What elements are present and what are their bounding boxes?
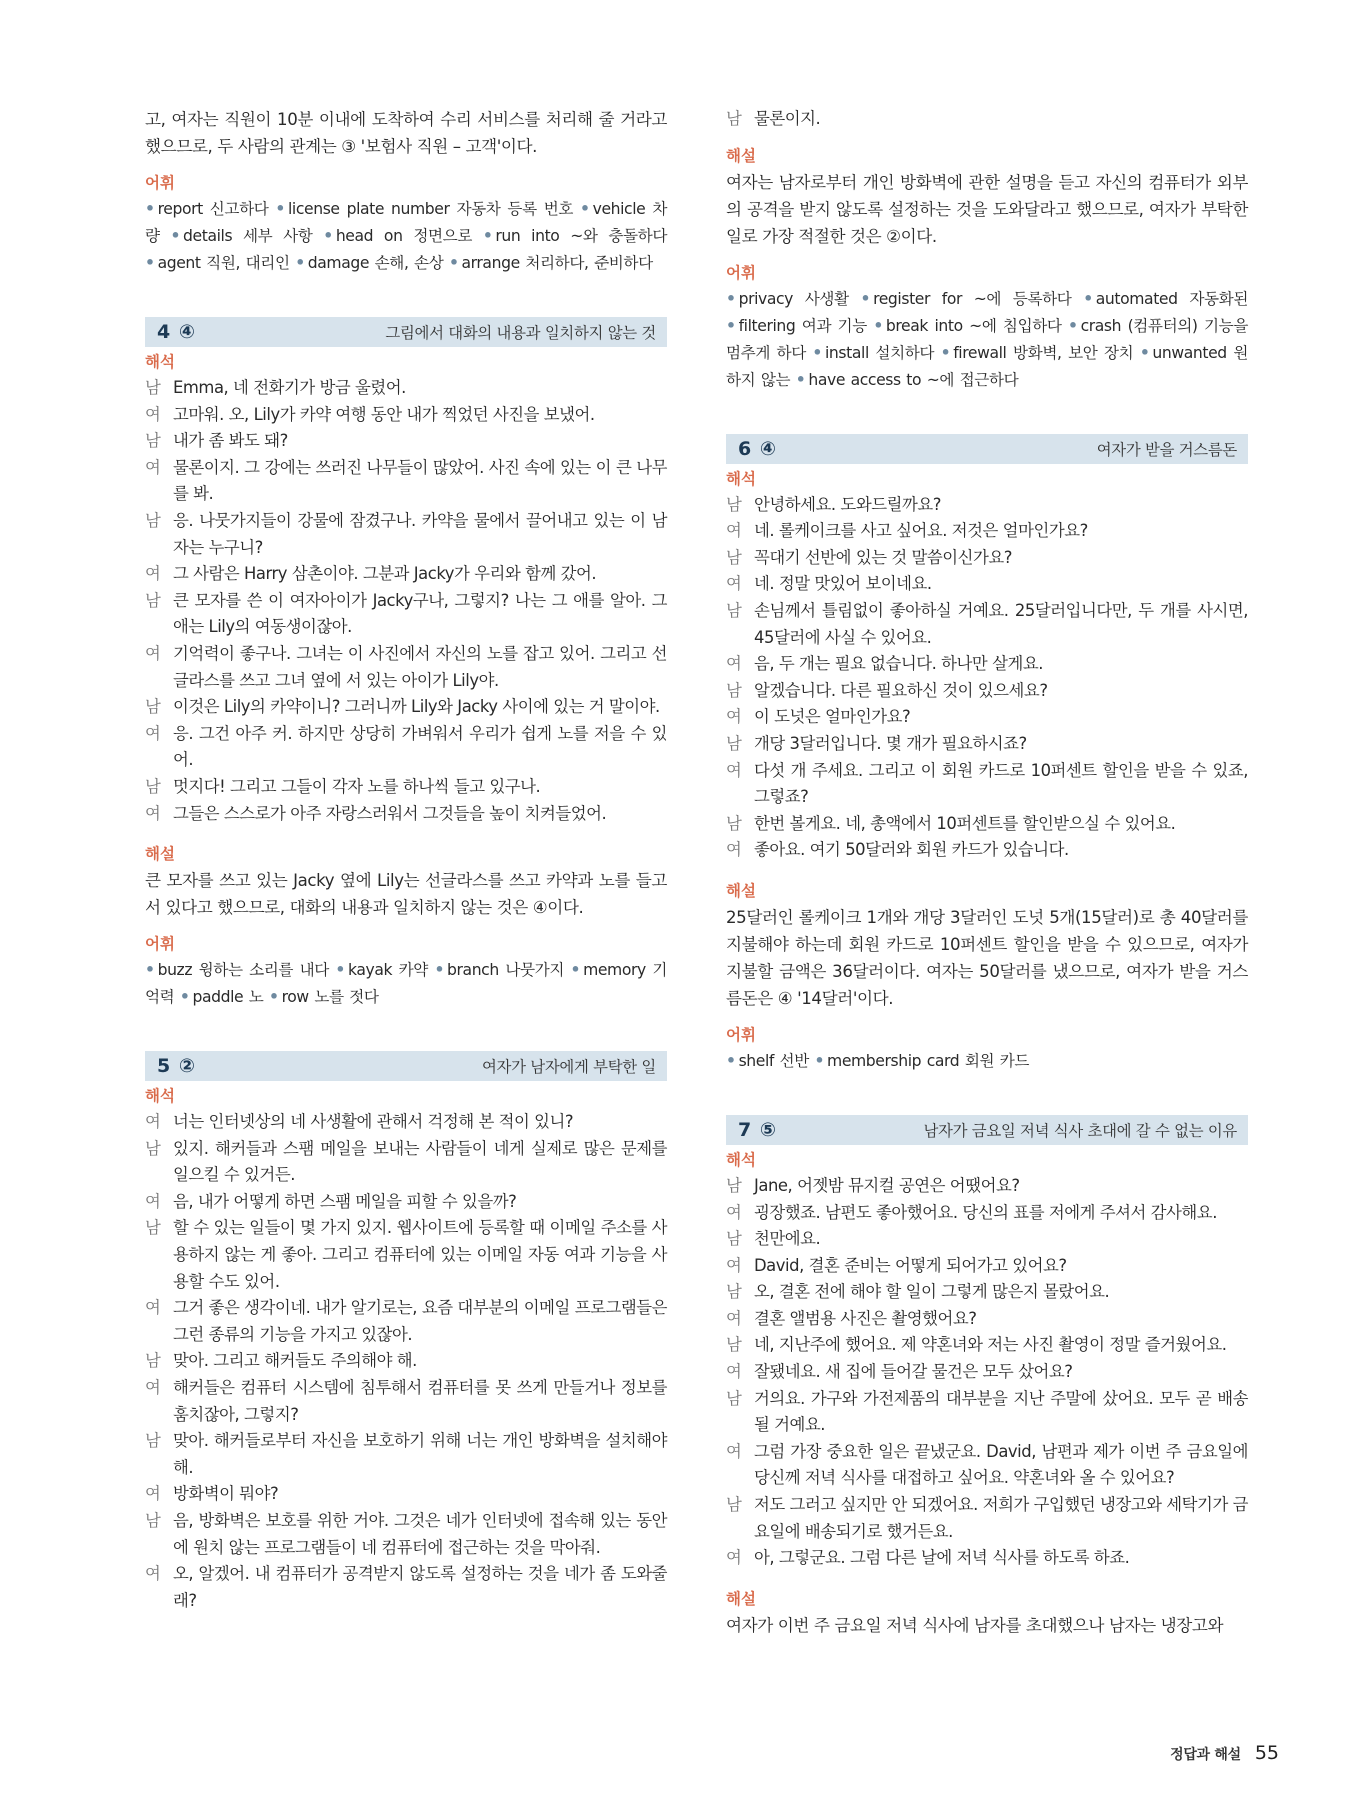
dialogue-text: 방화벽이 뭐야? [173, 1484, 279, 1504]
vocab-item [726, 1052, 809, 1070]
bullet-icon: • [335, 961, 345, 980]
bullet-icon: • [814, 1051, 825, 1070]
speaker-label: 남 [726, 680, 742, 700]
dialogue-text: 거의요. 가구와 가전제품의 대부분을 지난 주말에 샀어요. 모두 곧 배송될 거예요. [754, 1388, 1248, 1435]
dialogue-text: 꼭대기 선반에 있는 것 말씀이신가요? [754, 547, 1013, 567]
dialogue-line [145, 1481, 667, 1508]
dialogue-text: 맞아. 그리고 해커들도 주의해야 해. [173, 1351, 417, 1371]
dialogue-text: 그들은 스스로가 아주 자랑스러워서 그것들을 높이 치켜들었어. [173, 803, 607, 823]
explanation-label: 해설 [726, 881, 756, 900]
speaker-label: 여 [726, 1202, 742, 1222]
speaker-label: 여 [145, 1484, 161, 1504]
dialogue-line [145, 1375, 667, 1428]
translation-label: 해석 [145, 1087, 175, 1106]
question-header-5 [145, 1051, 667, 1081]
vocab-text: install 설치하다 [825, 343, 935, 362]
dialogue-line [726, 758, 1248, 811]
vocab-list [145, 957, 667, 1011]
vocab-text: paddle 노 [192, 988, 264, 1007]
bullet-icon: • [1139, 343, 1150, 362]
dialogue-line [726, 1386, 1248, 1439]
dialogue-text: 네, 지난주에 했어요. 제 약혼녀와 저는 사진 촬영이 정말 즐거웠어요. [754, 1335, 1227, 1355]
dialogue-text: 음, 두 개는 필요 없습니다. 하나만 살게요. [754, 654, 1043, 674]
explanation-text: 25달러인 롤케이크 1개와 개당 3달러인 도넛 5개(15달러)로 총 40달러를 지불해야 하는데 회원 카드로 10퍼센트 할인을 받을 수 있으므로, 여자가 지불할 금액은 36달러이다. 여자는 50달러를 냈으므로, 여자가 받을 거스름돈은 ④ '14달러'이다. [726, 907, 1248, 1008]
speaker-label: 여 [726, 1308, 742, 1328]
vocab-text: crash (컴퓨터의) 기능을 멈추게 하다 [726, 316, 1249, 362]
dialogue-line [145, 694, 667, 721]
vocab-text: buzz 윙하는 소리를 내다 [157, 961, 329, 980]
dialogue-text: Emma, 네 전화기가 방금 울렸어. [173, 378, 406, 397]
vocab-text: have access to ~에 접근하다 [808, 370, 1019, 389]
speaker-label: 여 [145, 723, 161, 743]
vocab-item [145, 961, 329, 979]
question-title: 여자가 남자에게 부탁한 일 [481, 1058, 656, 1077]
bullet-icon: • [482, 227, 493, 245]
bullet-icon: • [726, 289, 736, 308]
speaker-label: 남 [726, 109, 742, 128]
bullet-icon: • [275, 200, 285, 218]
vocab-label: 어휘 [145, 174, 175, 192]
bullet-icon: • [323, 227, 333, 245]
translation-label: 해석 [145, 353, 175, 371]
dialogue [145, 375, 667, 827]
dialogue-text: 음, 방화벽은 보호를 위한 거야. 그것은 네가 인터넷에 접속해 있는 동안에 원치 않는 프로그램들이 네 컴퓨터에 접근하는 것을 막아줘. [173, 1511, 667, 1557]
dialogue-text: 저도 그러고 싶지만 안 되겠어요. 저희가 구입했던 냉장고와 세탁기가 금요일에 배송되기로 했거든요. [754, 1495, 1248, 1541]
vocab-item [873, 317, 1061, 335]
explanation-text: 여자가 이번 주 금요일 저녁 식사에 남자를 초대했으나 남자는 냉장고와 [726, 1615, 1224, 1635]
speaker-label: 남 [726, 494, 742, 514]
dialogue-line [726, 678, 1248, 705]
speaker-label: 남 [726, 1282, 742, 1302]
bullet-icon: • [812, 343, 822, 362]
bullet-icon: • [269, 988, 279, 1007]
left-column [145, 106, 667, 1614]
speaker-label: 여 [145, 564, 161, 584]
translation-label: 해석 [726, 1150, 756, 1169]
speaker-label: 여 [726, 1362, 742, 1382]
explanation-label: 해설 [726, 1589, 756, 1608]
dialogue-text: 그거 좋은 생각이네. 내가 알기로는, 요즘 대부분의 이메일 프로그램들은 그런 종류의 기능을 가지고 있잖아. [173, 1298, 667, 1344]
translation-label: 해석 [726, 469, 756, 488]
speaker-label: 여 [145, 1298, 161, 1318]
dialogue-text: 이 도넛은 얼마인가요? [754, 707, 911, 727]
question-number: 5 ② [157, 1055, 196, 1078]
question-header-7 [726, 1115, 1248, 1145]
dialogue-text: 이것은 Lily의 카약이니? 그러니까 Lily와 Jacky 사이에 있는 거 말이야. [173, 697, 660, 717]
vocab-item [812, 344, 934, 362]
dialogue-text: 고마워. 오, Lily가 카약 여행 동안 내가 찍었던 사진을 보냈어. [173, 404, 595, 424]
question-number: 4 ④ [157, 321, 196, 343]
speaker-label: 여 [145, 803, 161, 823]
dialogue-text: 개당 3달러입니다. 몇 개가 필요하시죠? [754, 733, 1027, 753]
dialogue-text: Jane, 어젯밤 뮤지컬 공연은 어땠어요? [754, 1175, 1020, 1195]
dialogue-line [726, 811, 1248, 838]
dialogue-line [726, 704, 1248, 731]
speaker-label: 여 [145, 457, 161, 477]
vocab-item [323, 227, 472, 245]
dialogue [726, 1173, 1248, 1572]
dialogue-text: 맞아. 해커들로부터 자신을 보호하기 위해 너는 개인 방화벽을 설치해야 해. [173, 1431, 667, 1477]
dialogue-line [145, 1508, 667, 1561]
footer-label: 정답과 해설 [1170, 1747, 1241, 1763]
bullet-icon: • [145, 961, 155, 980]
vocab-text: license plate number 자동차 등록 번호 [287, 200, 574, 218]
vocab-item [275, 200, 573, 218]
vocab-text: row 노를 젓다 [281, 988, 379, 1007]
vocab-text: unwanted 원하지 않는 [726, 343, 1248, 389]
vocab-text: automated 자동화된 [1095, 289, 1249, 308]
speaker-label: 남 [145, 431, 161, 451]
bullet-icon: • [448, 254, 459, 272]
speaker-label: 여 [726, 1255, 742, 1275]
right-column [726, 106, 1248, 1639]
question-header-6 [726, 434, 1248, 464]
vocab-text: branch 나뭇가지 [447, 961, 564, 980]
speaker-label: 여 [145, 1378, 161, 1398]
bullet-icon: • [295, 254, 305, 272]
dialogue-line [726, 1279, 1248, 1306]
dialogue-text: 한번 볼게요. 네, 총액에서 10퍼센트를 할인받으실 수 있어요. [754, 813, 1176, 833]
speaker-label: 여 [726, 574, 742, 594]
dialogue-line [145, 1189, 667, 1216]
vocab-text: agent 직원, 대리인 [157, 254, 290, 272]
dialogue-line [145, 588, 667, 641]
bullet-icon: • [1068, 316, 1078, 335]
speaker-label: 남 [145, 510, 161, 530]
dialogue-text: 그 사람은 Harry 삼촌이야. 그분과 Jacky가 우리와 함께 갔어. [173, 564, 597, 584]
bullet-icon: • [726, 316, 736, 335]
dialogue-line [145, 774, 667, 801]
speaker-label: 남 [145, 697, 161, 717]
vocab-text: filtering 여과 기능 [738, 316, 867, 335]
speaker-label: 남 [145, 1511, 161, 1530]
dialogue-line [145, 1428, 667, 1481]
speaker-label: 남 [726, 1175, 742, 1195]
vocab-text: privacy 사생활 [738, 289, 849, 308]
vocab-label: 어휘 [145, 935, 175, 954]
question-number: 6 ④ [738, 437, 777, 460]
dialogue-text: 안녕하세요. 도와드릴까요? [754, 494, 941, 514]
dialogue-line [145, 402, 667, 429]
dialogue-line [145, 1136, 667, 1189]
explanation-text: 큰 모자를 쓰고 있는 Jacky 옆에 Lily는 선글라스를 쓰고 카약과 노를 들고 서 있다고 했으므로, 대화의 내용과 일치하지 않는 것은 ④이다. [145, 871, 667, 918]
dialogue-text: 천만에요. [754, 1229, 821, 1249]
bullet-icon: • [170, 227, 181, 245]
vocab-text: kayak 카약 [348, 961, 428, 980]
dialogue-text: 응. 나뭇가지들이 강물에 잠겼구나. 카약을 물에서 끌어내고 있는 이 남자는 누구니? [173, 510, 667, 557]
speaker-label: 남 [145, 378, 161, 397]
dialogue-text: 오, 결혼 전에 해야 할 일이 그렇게 많은지 몰랐어요. [754, 1282, 1110, 1302]
dialogue-text: 응. 그건 아주 커. 하지만 상당히 가벼워서 우리가 쉽게 노를 저을 수 있어. [173, 723, 667, 770]
speaker-label: 여 [145, 1564, 161, 1584]
dialogue-line [726, 518, 1248, 545]
vocab-item [796, 371, 1018, 389]
vocab-list [726, 286, 1248, 394]
speaker-label: 여 [145, 1191, 161, 1211]
bullet-icon: • [434, 961, 445, 980]
page-footer [1170, 1742, 1279, 1764]
dialogue-line [726, 1439, 1248, 1492]
bullet-icon: • [795, 370, 806, 389]
vocab-item [483, 227, 667, 245]
speaker-label: 여 [145, 1112, 161, 1132]
dialogue-line [145, 641, 667, 694]
dialogue-text: 해커들은 컴퓨터 시스템에 침투해서 컴퓨터를 못 쓰게 만들거나 정보를 훔치잖아, 그렇지? [173, 1378, 667, 1424]
vocab-item [170, 227, 312, 245]
dialogue-text: 알겠습니다. 다른 필요하신 것이 있으세요? [754, 680, 1048, 700]
dialogue-text: 멋지다! 그리고 그들이 각자 노를 하나씩 들고 있구나. [173, 776, 541, 796]
dialogue-line [726, 106, 1248, 133]
dialogue-line [726, 731, 1248, 758]
dialogue-line [145, 1109, 667, 1136]
dialogue-line [726, 1253, 1248, 1280]
speaker-label: 여 [726, 1548, 742, 1568]
speaker-label: 여 [145, 404, 161, 424]
explanation-label: 해설 [145, 845, 175, 864]
speaker-label: 남 [726, 600, 742, 620]
vocab-list [726, 1048, 1248, 1075]
dialogue-line [726, 1173, 1248, 1200]
speaker-label: 남 [726, 1335, 742, 1355]
vocab-item [860, 290, 1071, 308]
dialogue [726, 492, 1248, 864]
vocab-item [726, 317, 867, 335]
speaker-label: 여 [726, 840, 742, 860]
dialogue-text: 할 수 있는 일들이 몇 가지 있지. 웹사이트에 등록할 때 이메일 주소를 사용하지 않는 게 좋아. 그리고 컴퓨터에 있는 이메일 자동 여과 기능을 사용할 수도 있어. [173, 1218, 667, 1291]
vocab-item [145, 200, 268, 218]
dialogue-line [726, 1226, 1248, 1253]
vocab-text: arrange 처리하다, 준비하다 [461, 254, 653, 272]
speaker-label: 여 [726, 654, 742, 674]
vocab-text: vehicle 차량 [145, 200, 667, 245]
speaker-label: 남 [726, 1388, 742, 1408]
bullet-icon: • [570, 961, 581, 980]
speaker-label: 남 [726, 813, 742, 833]
vocab-text: run into ~와 충돌하다 [495, 227, 667, 245]
bullet-icon: • [145, 254, 155, 272]
dialogue-line [726, 492, 1248, 519]
dialogue-line [145, 801, 667, 828]
vocab-item [814, 1052, 1029, 1070]
vocab-text: shelf 선반 [738, 1051, 809, 1070]
vocab-text: membership card 회원 카드 [827, 1051, 1030, 1070]
speaker-label: 남 [726, 733, 742, 753]
vocab-item [1083, 290, 1248, 308]
vocab-item [941, 344, 1134, 362]
bullet-icon: • [726, 1051, 736, 1070]
dialogue-text: 결혼 앨범용 사진은 촬영했어요? [754, 1308, 977, 1328]
vocab-label: 어휘 [726, 1025, 756, 1044]
bullet-icon: • [179, 988, 190, 1007]
dialogue-line [726, 545, 1248, 572]
vocab-text: damage 손해, 손상 [307, 254, 444, 272]
dialogue-line [726, 598, 1248, 651]
dialogue-line [726, 571, 1248, 598]
page-number: 55 [1254, 1742, 1279, 1764]
dialogue-text: 내가 좀 봐도 돼? [173, 431, 288, 451]
vocab-item [434, 961, 564, 979]
dialogue-line [145, 428, 667, 455]
dialogue-text: 굉장했죠. 남편도 좋아했어요. 당신의 표를 저에게 주셔서 감사해요. [754, 1202, 1217, 1222]
vocab-text: head on 정면으로 [335, 227, 473, 245]
intro-paragraph: 고, 여자는 직원이 10분 이내에 도착하여 수리 서비스를 처리해 줄 거라고 했으므로, 두 사람의 관계는 ③ '보험사 직원 – 고객'이다. [145, 110, 667, 156]
speaker-label: 남 [145, 1138, 161, 1158]
dialogue [726, 106, 1248, 133]
dialogue-text: 물론이지. 그 강에는 쓰러진 나무들이 많았어. 사진 속에 있는 이 큰 나무를 봐. [173, 457, 667, 504]
speaker-label: 남 [726, 1229, 742, 1249]
speaker-label: 여 [726, 760, 742, 780]
speaker-label: 남 [145, 1351, 161, 1371]
dialogue-text: 그럼 가장 중요한 일은 끝냈군요. David, 남편과 제가 이번 주 금요일에 당신께 저녁 식사를 대접하고 싶어요. 약혼녀와 올 수 있어요? [754, 1441, 1248, 1488]
dialogue-line [726, 1545, 1248, 1572]
dialogue-text: 네. 정말 맛있어 보이네요. [754, 574, 932, 594]
speaker-label: 남 [145, 776, 161, 796]
dialogue-text: 아, 그렇군요. 그럼 다른 날에 저녁 식사를 하도록 하죠. [754, 1548, 1130, 1568]
dialogue-line [726, 1332, 1248, 1359]
question-title: 그림에서 대화의 내용과 일치하지 않는 것 [385, 324, 656, 342]
dialogue-text: 잘됐네요. 새 집에 들어갈 물건은 모두 샀어요? [754, 1362, 1073, 1382]
vocab-label: 어휘 [726, 263, 756, 282]
vocab-item [335, 961, 428, 979]
dialogue-text: David, 결혼 준비는 어떻게 되어가고 있어요? [754, 1255, 1067, 1275]
speaker-label: 여 [726, 1441, 742, 1461]
speaker-label: 여 [726, 521, 742, 541]
vocab-item [180, 988, 264, 1006]
speaker-label: 남 [726, 547, 742, 567]
explanation-text: 여자는 남자로부터 개인 방화벽에 관한 설명을 듣고 자신의 컴퓨터가 외부의 공격을 받지 않도록 설정하는 것을 도와달라고 했으므로, 여자가 부탁한 일로 가장 적절한 것은 ②이다. [726, 172, 1248, 246]
dialogue-line [726, 1200, 1248, 1227]
speaker-label: 여 [145, 643, 161, 663]
vocab-list [145, 196, 667, 277]
dialogue-text: 기억력이 좋구나. 그녀는 이 사진에서 자신의 노를 잡고 있어. 그리고 선글라스를 쓰고 그녀 옆에 서 있는 아이가 Lily야. [173, 643, 667, 690]
speaker-label: 남 [145, 1218, 161, 1238]
dialogue-line [145, 455, 667, 508]
bullet-icon: • [1083, 289, 1093, 308]
dialogue-line [145, 1561, 667, 1614]
speaker-label: 남 [726, 1495, 742, 1515]
dialogue-text: 손님께서 틀림없이 좋아하실 거예요. 25달러입니다만, 두 개를 사시면, 45달러에 사실 수 있어요. [754, 600, 1248, 647]
dialogue-line [145, 1215, 667, 1295]
dialogue-line [726, 1306, 1248, 1333]
vocab-text: details 세부 사항 [183, 227, 313, 245]
vocab-text: firewall 방화벽, 보안 장치 [953, 343, 1134, 362]
question-title: 여자가 받을 거스름돈 [1096, 440, 1237, 459]
dialogue-line [145, 1348, 667, 1375]
vocab-text: break into ~에 침입하다 [885, 316, 1062, 335]
dialogue-text: 오, 알겠어. 내 컴퓨터가 공격받지 않도록 설정하는 것을 네가 좀 도와줄래? [173, 1564, 667, 1610]
speaker-label: 남 [145, 590, 161, 610]
vocab-item [145, 254, 290, 272]
dialogue-text: 음, 내가 어떻게 하면 스팸 메일을 피할 수 있을까? [173, 1191, 517, 1211]
dialogue-text: 있지. 해커들과 스팸 메일을 보내는 사람들이 네게 실제로 많은 문제를 일으킬 수 있거든. [173, 1138, 667, 1185]
vocab-item [269, 988, 379, 1006]
question-number: 7 ⑤ [738, 1118, 777, 1141]
dialogue-line [726, 651, 1248, 678]
dialogue-line [145, 508, 667, 561]
vocab-item [449, 254, 653, 272]
speaker-label: 남 [145, 1431, 161, 1451]
dialogue-line [726, 1359, 1248, 1386]
vocab-text: report 신고하다 [157, 200, 269, 218]
explanation-label: 해설 [726, 146, 756, 165]
dialogue-line [145, 561, 667, 588]
dialogue [145, 1109, 667, 1614]
dialogue-text: 좋아요. 여기 50달러와 회원 카드가 있습니다. [754, 840, 1069, 860]
bullet-icon: • [580, 200, 590, 218]
dialogue-text: 물론이지. [754, 109, 821, 128]
dialogue-text: 큰 모자를 쓴 이 여자아이가 Jacky구나, 그렇지? 나는 그 애를 알아. 그 애는 Lily의 여동생이잖아. [173, 590, 667, 637]
question-header-4 [145, 317, 667, 347]
bullet-icon: • [873, 316, 883, 335]
dialogue-line [726, 1492, 1248, 1545]
vocab-item [726, 290, 849, 308]
vocab-text: register for ~에 등록하다 [873, 289, 1072, 308]
bullet-icon: • [940, 343, 951, 362]
dialogue-text: 네. 롤케이크를 사고 싶어요. 저것은 얼마인가요? [754, 521, 1088, 541]
dialogue-text: 너는 인터넷상의 네 사생활에 관해서 걱정해 본 적이 있니? [173, 1112, 574, 1132]
dialogue-line [145, 1295, 667, 1348]
dialogue-line [726, 837, 1248, 864]
vocab-item [295, 254, 443, 272]
question-title: 남자가 금요일 저녁 식사 초대에 갈 수 없는 이유 [923, 1121, 1237, 1140]
dialogue-line [145, 721, 667, 774]
bullet-icon: • [860, 289, 871, 308]
vocab-text: memory 기억력 [145, 961, 667, 1007]
dialogue-text: 다섯 개 주세요. 그리고 이 회원 카드로 10퍼센트 할인을 받을 수 있죠, 그렇죠? [754, 760, 1248, 807]
bullet-icon: • [145, 200, 155, 218]
speaker-label: 여 [726, 707, 742, 727]
dialogue-line [145, 375, 667, 402]
